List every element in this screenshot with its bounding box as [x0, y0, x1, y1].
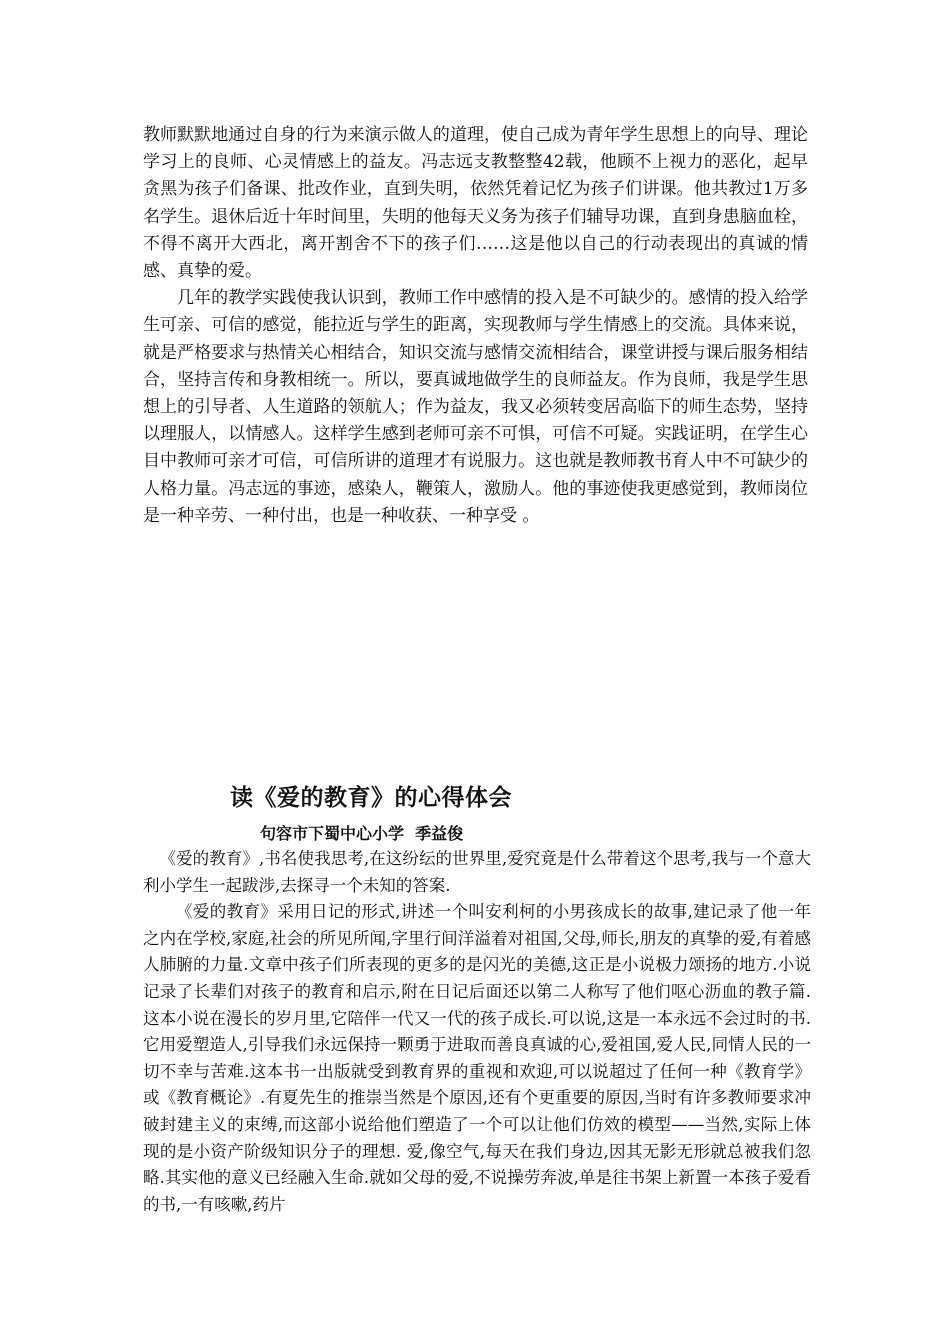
body-paragraph: 教师默默地通过自身的行为来演示做人的道理，使自己成为青年学生思想上的向导、理论学习上的良师、心灵情感上的益友。冯志远支教整整42载，他顾不上视力的恶化，起早贪黑为孩子们备课、批改作业，直到失明，依然凭着记忆为孩子们讲课。他共教过1万多名学生。退休后近十年时间里，失明的他每天义务为孩子们辅导功课，直到身患脑血栓，不得不离开大西北，离开割舍不下的孩子们……这是他以自己的行动表现出的真诚的情感、真挚的爱。 [143, 125, 808, 282]
body-paragraph: 《爱的教育》采用日记的形式,讲述一个叫安利柯的小男孩成长的故事,建记录了他一年之内在学校,家庭,社会的所见所闻,字里行间洋溢着对祖国,父母,师长,朋友的真挚的爱,有着感人肺腑的力量.文章中孩子们所表现的更多的是闪光的美德,这正是小说极力颂扬的地方.小说记录了长辈们对孩子的教育和启示,附在日记后面还以第二人称写了他们呕心沥血的教子篇.这本小说在漫长的岁月里,它陪伴一代又一代的孩子成长.可以说,这是一本永远不会过时的书.它用爱塑造人,引导我们永远保持一颗勇于进取而善良真诚的心,爱祖国,爱人民,同情人民的一切不幸与苦难.这本书一出版就受到教育界的重视和欢迎,可以说超过了任何一种《教育学》或《教育概论》.有夏先生的推崇当然是个原因,还有个更重要的原因,当时有许多教师要求冲破封建主义的束缚,而这部小说给他们塑造了一个可以让他们仿效的模型——当然,实际上体现的是小资产阶级知识分子的理想. 爱,像空气,每天在我们身边,因其无影无形就总被我们忽略.其实他的意义已经融入生命.就如父母的爱,不说操劳奔波,单是往书架上新置一本孩子爱看的书,一有咳嗽,药片 [143, 902, 811, 1214]
article-author: 句容市下蜀中心小学 季益俊 [260, 824, 464, 843]
essay-section-love-education [143, 846, 811, 1218]
essay-section-teacher [143, 122, 808, 530]
body-paragraph: 《爱的教育》,书名使我思考,在这纷纭的世界里,爱究竟是什么带着这个思考,我与一个意大利小学生一起跋涉,去探寻一个未知的答案. [143, 849, 811, 895]
article-title: 读《爱的教育》的心得体会 [230, 785, 512, 811]
body-paragraph: 几年的教学实践使我认识到，教师工作中感情的投入是不可缺少的。感情的投入给学生可亲、可信的感觉，能拉近与学生的距离，实现教师与学生情感上的交流。具体来说，就是严格要求与热情关心相结合，知识交流与感情交流相结合，课堂讲授与课后服务相结合，坚持言传和身教相统一。所以，要真诚地做学生的良师益友。作为良师，我是学生思想上的引导者、人生道路的领航人；作为益友，我又必须转变居高临下的师生态势，坚持以理服人，以情感人。这样学生感到老师可亲不可惧，可信不可疑。实践证明，在学生心目中教师可亲才可信，可信所讲的道理才有说服力。这也就是教师教书育人中不可缺少的人格力量。冯志远的事迹，感染人，鞭策人，激励人。他的事迹使我更感觉到，教师岗位是一种辛劳、一种付出，也是一种收获、一种享受 。 [143, 288, 808, 526]
